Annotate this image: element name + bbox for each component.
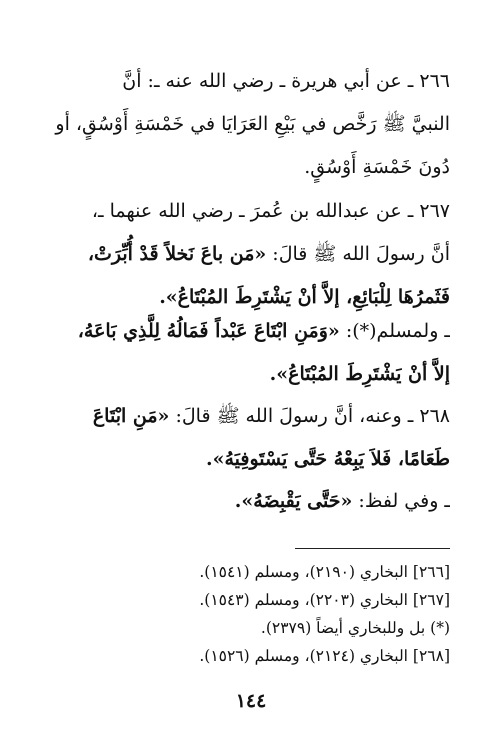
footnote-star: (*) بل وللبخاري أيضاً (٢٣٧٩). [260, 619, 450, 637]
hadith-267-line-1: ٢٦٧ ـ عن عبدالله بن عُمرَ ـ رضي الله عنهما ـ، [91, 200, 450, 222]
hadith-266-line-2: النبيَّ ﷺ رَخَّص في بَيْعِ العَرَايَا في خَمْسَةِ أَوْسُقٍ، أو [55, 113, 450, 135]
hadith-267-quote-start: «مَن باعَ نَخلاً قَدْ أُبِّرَتْ، [87, 243, 267, 265]
muslim-line-1 [40, 310, 450, 353]
muslim-line-2: إلاَّ أنْ يَشْتَرِطَ المُبْتَاعُ». [269, 363, 450, 385]
hadith-268-line-1 [40, 395, 450, 438]
hadith-267 [40, 190, 450, 319]
footnote-268: [٢٦٨] البخاري (٢١٢٤)، ومسلم (١٥٢٦). [199, 647, 450, 665]
page-number: ١٤٤ [235, 690, 267, 712]
hadith-268-narration: ٢٦٨ ـ وعنه، أنَّ رسولَ الله ﷺ قالَ: [169, 405, 450, 427]
hadith-266-line-3: دُونَ خَمْسَةِ أَوْسُقٍ. [304, 156, 450, 178]
hadith-268-quote-start: «مَنِ ابْتَاعَ [92, 405, 170, 427]
hadith-266-line-1: ٢٦٦ ـ عن أبي هريرة ـ رضي الله عنه ـ: أنَّ [122, 70, 450, 92]
lafz-quote: «حَتَّى يَقْبِضَهُ». [234, 490, 353, 512]
muslim-label: ـ ولمسلم(*): [339, 320, 450, 342]
muslim-quote-start: «وَمَنِ ابْتَاعَ عَبْداً فَمَالُهُ لِلَّذِي بَاعَهُ، [77, 320, 340, 342]
hadith-266 [40, 60, 450, 189]
footnote-266: [٢٦٦] البخاري (٢١٩٠)، ومسلم (١٥٤١). [199, 563, 450, 581]
hadith-268-lafz [40, 480, 450, 523]
hadith-268-line-2: طَعَامًا، فَلاَ يَبِعْهُ حَتَّى يَسْتَوفِيَهُ». [205, 448, 450, 470]
footnote-267: [٢٦٧] البخاري (٢٢٠٣)، ومسلم (١٥٤٣). [199, 591, 450, 609]
lafz-label: ـ وفي لفظ: [352, 490, 450, 512]
hadith-267-muslim [40, 310, 450, 396]
hadith-267-narration: أنَّ رسولَ الله ﷺ قالَ: [266, 243, 450, 265]
lafz-line [40, 480, 450, 523]
hadith-267-line-3: فَثَمرُهَا لِلْبَائِعِ، إلاَّ أنْ يَشْتَرِطَ المُبْتَاعُ». [159, 286, 450, 308]
hadith-268 [40, 395, 450, 481]
hadith-267-line-2 [40, 233, 450, 276]
footnotes [40, 558, 450, 670]
footnote-divider [295, 548, 450, 549]
